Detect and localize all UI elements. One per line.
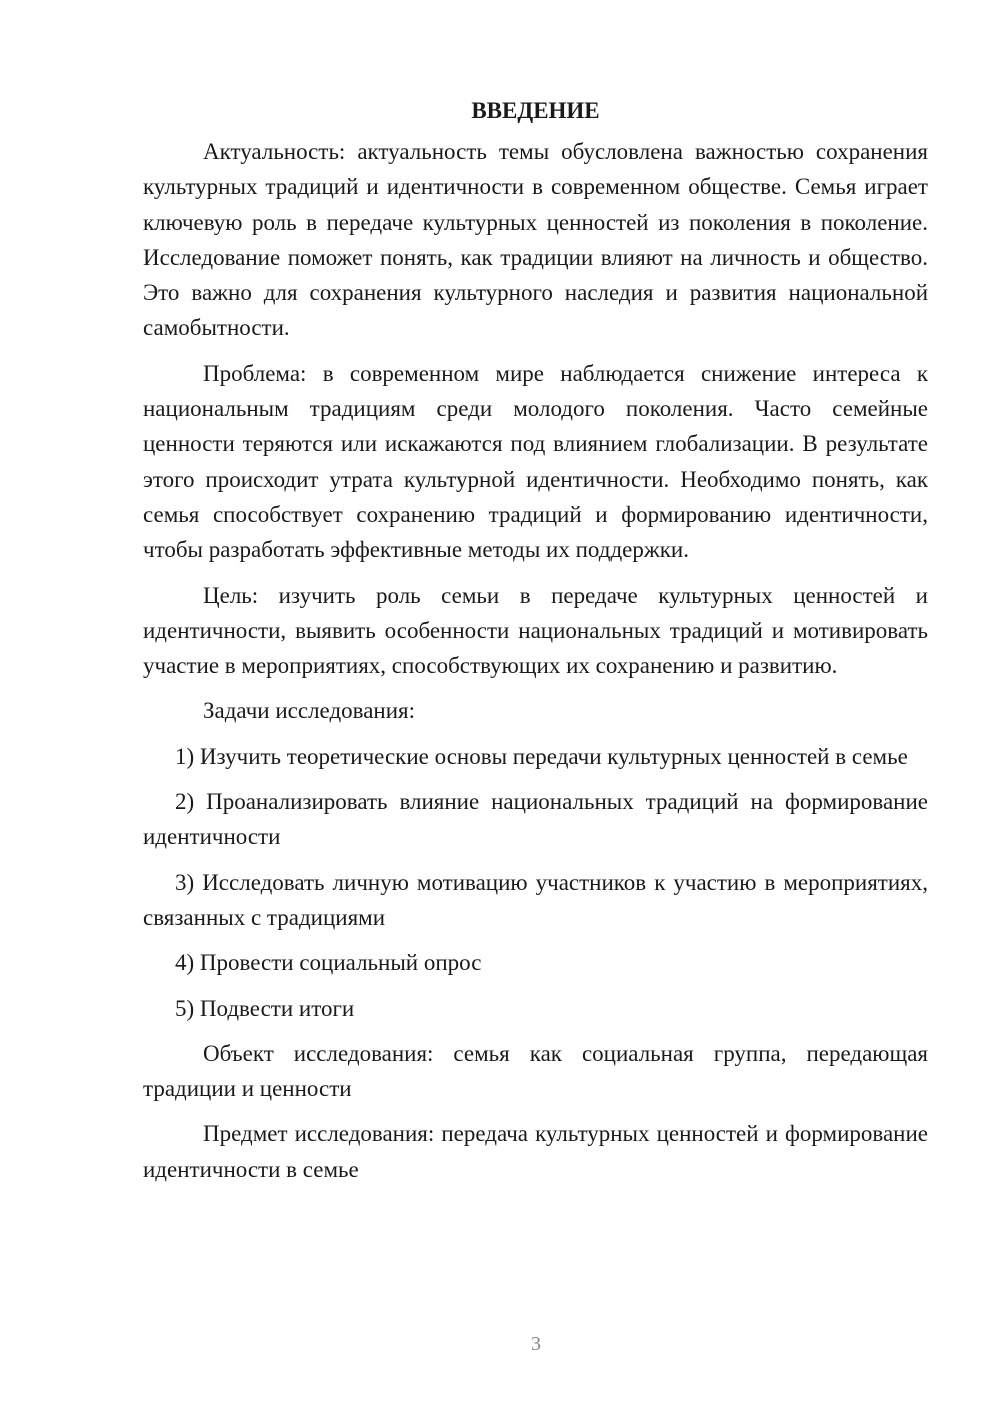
relevance-paragraph: Актуальность: актуальность темы обусловлена важностью сохранения культурных традиций и идентичности в современном обществе. Семья играет ключевую роль в передаче культурных ценностей из поколения в поколение. Исследование поможет понять, как традиции влияют на личность и общество. Это важно для сохранения культурного наследия и развития национальной самобытности. bbox=[143, 139, 928, 341]
page-content bbox=[143, 93, 928, 1197]
task-item-2: 2) Проанализировать влияние национальных традиций на формирование идентичности bbox=[143, 789, 928, 850]
section-heading: ВВЕДЕНИЕ bbox=[471, 98, 600, 123]
object-paragraph: Объект исследования: семья как социальная группа, передающая традиции и ценности bbox=[143, 1040, 928, 1102]
tasks-title: Задачи исследования: bbox=[203, 698, 416, 724]
page-number: 3 bbox=[531, 1333, 541, 1355]
task-item-1: 1) Изучить теоретические основы передачи культурных ценностей в семье bbox=[175, 743, 908, 769]
subject-paragraph: Предмет исследования: передача культурных ценностей и формирование идентичности в семье bbox=[143, 1121, 928, 1182]
goal-paragraph: Цель: изучить роль семьи в передаче культурных ценностей и идентичности, выявить особенности национальных традиций и мотивировать участие в мероприятиях, способствующих их сохранению и развитию. bbox=[143, 582, 928, 679]
problem-paragraph: Проблема: в современном мире наблюдается снижение интереса к национальным традициям среди молодого поколения. Часто семейные ценности теряются или искажаются под влиянием глобализации. В результате этого происходит утрата культурной идентичности. Необходимо понять, как семья способствует сохранению традиций и формированию идентичности, чтобы разработать эффективные методы их поддержки. bbox=[143, 360, 928, 563]
task-item-3: 3) Исследовать личную мотивацию участников к участию в мероприятиях, связанных с традициями bbox=[143, 869, 928, 930]
task-item-4: 4) Провести социальный опрос bbox=[175, 950, 482, 976]
task-item-5: 5) Подвести итоги bbox=[175, 995, 355, 1021]
